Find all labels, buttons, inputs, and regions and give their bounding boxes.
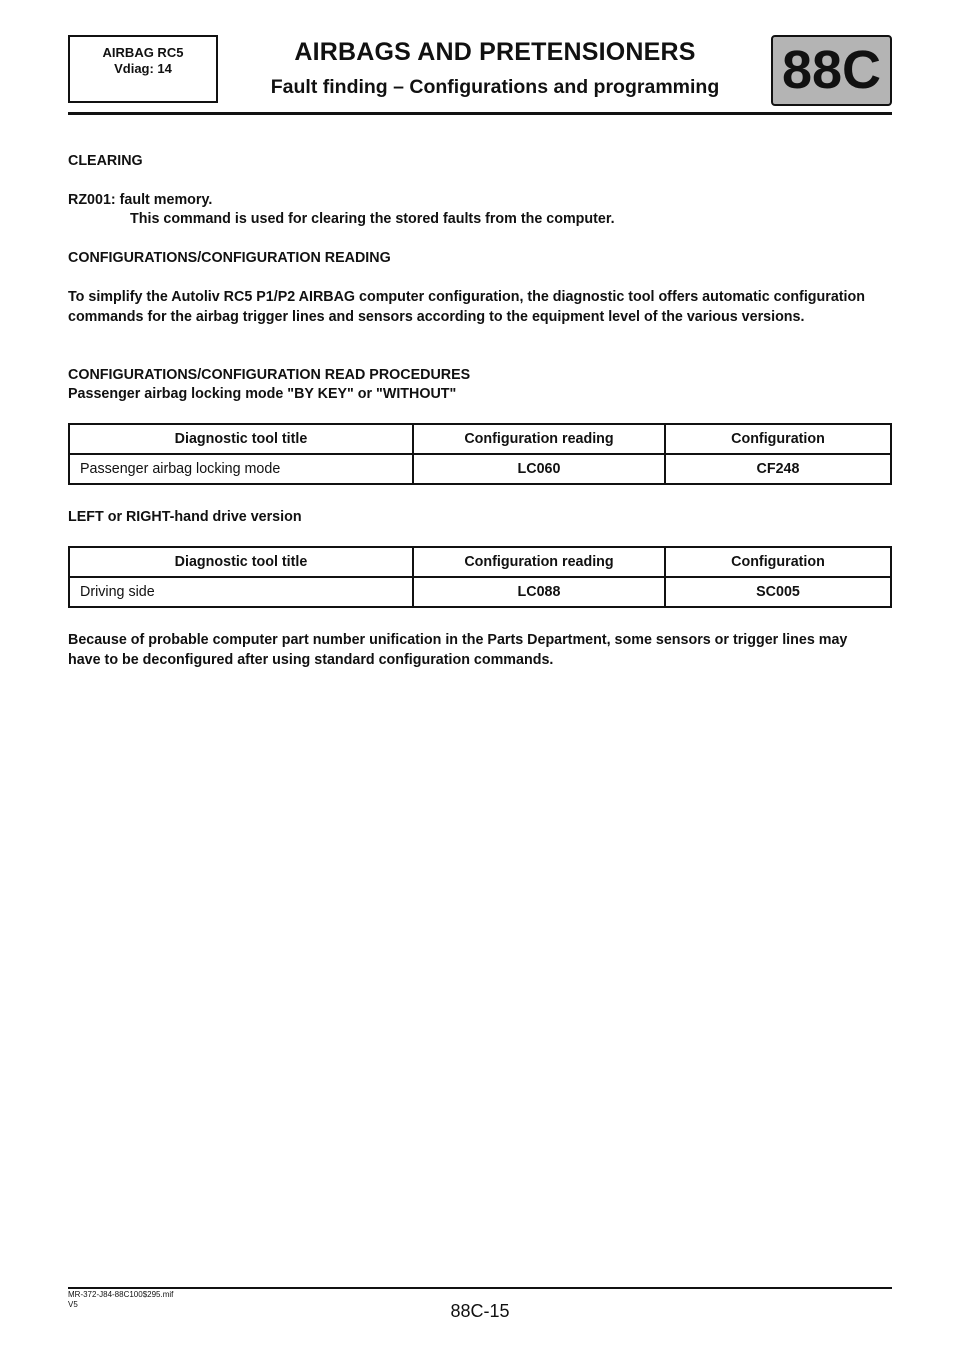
config-reading-heading: CONFIGURATIONS/CONFIGURATION READING: [68, 250, 391, 266]
clearing-heading: CLEARING: [68, 153, 143, 169]
page-number: 88C-15: [450, 1301, 510, 1321]
page-title: AIRBAGS AND PRETENSIONERS: [294, 38, 696, 66]
table-row: [69, 577, 891, 607]
table-cell: LC088: [413, 577, 665, 607]
model-label: AIRBAG RC5: [102, 45, 184, 60]
config-intro-paragraph: To simplify the Autoliv RC5 P1/P2 AIRBAG computer configuration, the diagnostic tool offers automatic configuration commands for the airbag trigger lines and sensors according to the equipment level of the various versions.: [68, 289, 865, 325]
table-header-row: [69, 547, 891, 577]
drive-version-heading: LEFT or RIGHT-hand drive version: [68, 509, 302, 525]
column-header: Diagnostic tool title: [69, 547, 413, 577]
procedures-heading: CONFIGURATIONS/CONFIGURATION READ PROCEDURES: [68, 367, 471, 383]
driving-side-table: [68, 546, 892, 608]
table-cell: CF248: [665, 454, 891, 484]
page-subtitle: Fault finding – Configurations and programming: [270, 76, 720, 98]
table-cell: LC060: [413, 454, 665, 484]
column-header: Configuration reading: [413, 424, 665, 454]
column-header: Configuration: [665, 424, 891, 454]
footer-divider: [68, 1287, 892, 1289]
rz001-description: This command is used for clearing the stored faults from the computer.: [130, 211, 615, 227]
table-cell: Driving side: [69, 577, 413, 607]
rz001-line: RZ001: fault memory.: [68, 192, 213, 208]
document-reference: [68, 1290, 173, 1310]
vdiag-label: Vdiag: 14: [114, 61, 172, 76]
table-header-row: [69, 424, 891, 454]
column-header: Diagnostic tool title: [69, 424, 413, 454]
header-divider: [68, 112, 892, 115]
column-header: Configuration: [665, 547, 891, 577]
model-box: [68, 35, 218, 103]
table-cell: Passenger airbag locking mode: [69, 454, 413, 484]
passenger-locking-heading: Passenger airbag locking mode "BY KEY" or "WITHOUT": [68, 386, 457, 402]
section-code-badge: 88C: [771, 35, 892, 106]
closing-note: Because of probable computer part number unification in the Parts Department, some sensors or trigger lines may have to be deconfigured after using standard configuration commands.: [68, 632, 848, 668]
document-version: V5: [68, 1300, 78, 1309]
table-row: [69, 454, 891, 484]
document-file-ref: MR-372-J84-88C100$295.mif: [68, 1290, 174, 1299]
table-cell: SC005: [665, 577, 891, 607]
column-header: Configuration reading: [413, 547, 665, 577]
passenger-locking-table: [68, 423, 892, 485]
